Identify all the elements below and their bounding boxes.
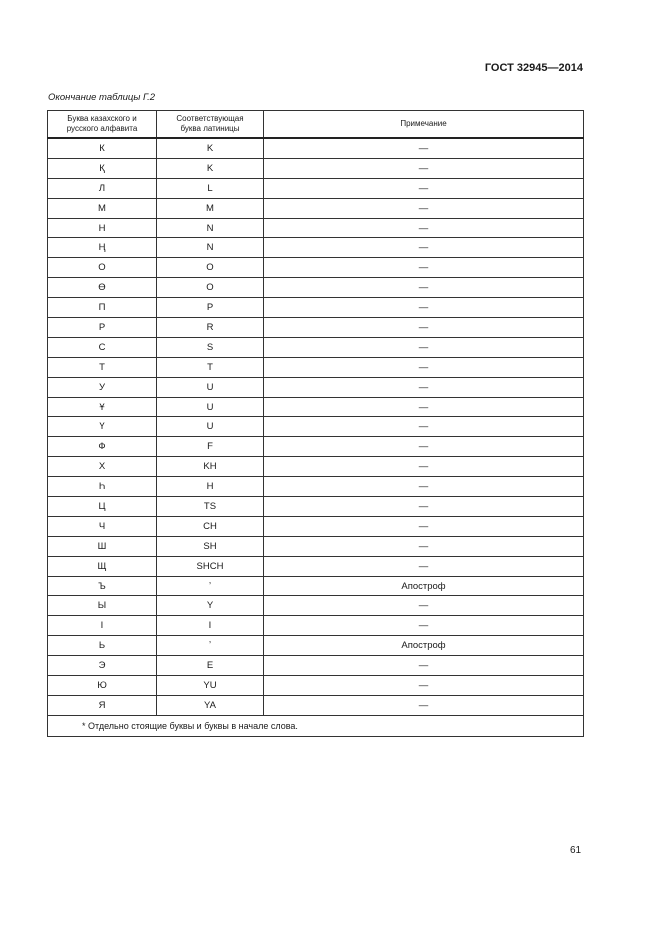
note-cell: — <box>264 218 584 238</box>
cyrillic-letter-cell: У <box>48 377 157 397</box>
table-row <box>48 238 584 258</box>
latin-letter-cell: T <box>157 357 264 377</box>
latin-letter-cell: P <box>157 298 264 318</box>
table-row <box>48 417 584 437</box>
note-cell: — <box>264 278 584 298</box>
cyrillic-letter-cell: Һ <box>48 477 157 497</box>
latin-letter-cell: U <box>157 397 264 417</box>
table-row <box>48 357 584 377</box>
note-cell: — <box>264 198 584 218</box>
note-cell: — <box>264 178 584 198</box>
latin-letter-cell: R <box>157 318 264 338</box>
note-cell: — <box>264 556 584 576</box>
note-cell: — <box>264 377 584 397</box>
cyrillic-letter-cell: Р <box>48 318 157 338</box>
note-cell: — <box>264 238 584 258</box>
cyrillic-letter-cell: Ц <box>48 497 157 517</box>
note-cell: Апостроф <box>264 636 584 656</box>
table-row <box>48 676 584 696</box>
note-cell: — <box>264 258 584 278</box>
latin-letter-cell: Y <box>157 596 264 616</box>
latin-letter-cell: TS <box>157 497 264 517</box>
note-cell: — <box>264 676 584 696</box>
column-header-latin-line1: Соответствующая <box>176 114 244 123</box>
table-row <box>48 138 584 158</box>
cyrillic-letter-cell: Ю <box>48 676 157 696</box>
cyrillic-letter-cell: Ч <box>48 516 157 536</box>
note-cell: — <box>264 417 584 437</box>
note-cell: — <box>264 516 584 536</box>
note-cell: — <box>264 437 584 457</box>
cyrillic-letter-cell: Х <box>48 457 157 477</box>
table-row <box>48 695 584 715</box>
cyrillic-letter-cell: Н <box>48 218 157 238</box>
table-row <box>48 318 584 338</box>
latin-letter-cell: O <box>157 258 264 278</box>
table-row <box>48 516 584 536</box>
column-header-note: Примечание <box>264 111 584 139</box>
latin-letter-cell: H <box>157 477 264 497</box>
table-row <box>48 556 584 576</box>
cyrillic-letter-cell: Т <box>48 357 157 377</box>
note-cell: — <box>264 318 584 338</box>
note-cell: — <box>264 477 584 497</box>
cyrillic-letter-cell: Ұ <box>48 397 157 417</box>
table-row <box>48 477 584 497</box>
latin-letter-cell: U <box>157 377 264 397</box>
table-row <box>48 656 584 676</box>
latin-letter-cell: L <box>157 178 264 198</box>
note-cell: — <box>264 457 584 477</box>
cyrillic-letter-cell: О <box>48 258 157 278</box>
table-row <box>48 616 584 636</box>
note-cell: — <box>264 397 584 417</box>
cyrillic-letter-cell: І <box>48 616 157 636</box>
latin-letter-cell: ʼ <box>157 636 264 656</box>
latin-letter-cell: N <box>157 218 264 238</box>
latin-letter-cell: CH <box>157 516 264 536</box>
latin-letter-cell: YU <box>157 676 264 696</box>
table-row <box>48 536 584 556</box>
table-row <box>48 178 584 198</box>
table-row <box>48 158 584 178</box>
table-row <box>48 337 584 357</box>
latin-letter-cell: SHCH <box>157 556 264 576</box>
cyrillic-letter-cell: Л <box>48 178 157 198</box>
latin-letter-cell: M <box>157 198 264 218</box>
table-body <box>48 138 584 715</box>
cyrillic-letter-cell: М <box>48 198 157 218</box>
cyrillic-letter-cell: Я <box>48 695 157 715</box>
table-row <box>48 497 584 517</box>
latin-letter-cell: N <box>157 238 264 258</box>
latin-letter-cell: I <box>157 616 264 636</box>
latin-letter-cell: K <box>157 138 264 158</box>
note-cell: — <box>264 357 584 377</box>
page-number: 61 <box>570 845 582 856</box>
transliteration-table <box>47 110 584 737</box>
table-header-row <box>48 111 584 139</box>
cyrillic-letter-cell: Ү <box>48 417 157 437</box>
note-cell: — <box>264 656 584 676</box>
latin-letter-cell: E <box>157 656 264 676</box>
note-cell: — <box>264 536 584 556</box>
latin-letter-cell: SH <box>157 536 264 556</box>
column-header-latin-line2: буква латиницы <box>180 124 240 133</box>
table-row <box>48 258 584 278</box>
cyrillic-letter-cell: К <box>48 138 157 158</box>
latin-letter-cell: K <box>157 158 264 178</box>
table-row <box>48 377 584 397</box>
table-row <box>48 636 584 656</box>
cyrillic-letter-cell: Щ <box>48 556 157 576</box>
cyrillic-letter-cell: Қ <box>48 158 157 178</box>
footnote-row <box>48 715 584 736</box>
column-header-latin <box>157 111 264 139</box>
table-row <box>48 397 584 417</box>
table-row <box>48 278 584 298</box>
latin-letter-cell: ʼ <box>157 576 264 596</box>
note-cell: — <box>264 497 584 517</box>
cyrillic-letter-cell: Ң <box>48 238 157 258</box>
note-cell: — <box>264 596 584 616</box>
column-header-cyrillic <box>48 111 157 139</box>
latin-letter-cell: U <box>157 417 264 437</box>
latin-letter-cell: O <box>157 278 264 298</box>
cyrillic-letter-cell: Ө <box>48 278 157 298</box>
table-caption: Окончание таблицы Г.2 <box>48 92 156 103</box>
cyrillic-letter-cell: С <box>48 337 157 357</box>
column-header-cyrillic-line1: Буква казахского и <box>67 114 137 123</box>
table-row <box>48 596 584 616</box>
cyrillic-letter-cell: Э <box>48 656 157 676</box>
column-header-cyrillic-line2: русского алфавита <box>66 124 138 133</box>
latin-letter-cell: F <box>157 437 264 457</box>
latin-letter-cell: S <box>157 337 264 357</box>
note-cell: Апостроф <box>264 576 584 596</box>
latin-letter-cell: KH <box>157 457 264 477</box>
cyrillic-letter-cell: Ш <box>48 536 157 556</box>
table-footnote: * Отдельно стоящие буквы и буквы в начале слова. <box>48 715 584 736</box>
note-cell: — <box>264 695 584 715</box>
table-row <box>48 437 584 457</box>
cyrillic-letter-cell: Ф <box>48 437 157 457</box>
table-row <box>48 218 584 238</box>
note-cell: — <box>264 337 584 357</box>
table-row <box>48 457 584 477</box>
table-row <box>48 298 584 318</box>
table-row <box>48 198 584 218</box>
cyrillic-letter-cell: П <box>48 298 157 318</box>
note-cell: — <box>264 138 584 158</box>
cyrillic-letter-cell: Ь <box>48 636 157 656</box>
table-row <box>48 576 584 596</box>
latin-letter-cell: YA <box>157 695 264 715</box>
document-code: ГОСТ 32945—2014 <box>484 62 583 74</box>
cyrillic-letter-cell: Ъ <box>48 576 157 596</box>
cyrillic-letter-cell: Ы <box>48 596 157 616</box>
note-cell: — <box>264 158 584 178</box>
note-cell: — <box>264 616 584 636</box>
note-cell: — <box>264 298 584 318</box>
